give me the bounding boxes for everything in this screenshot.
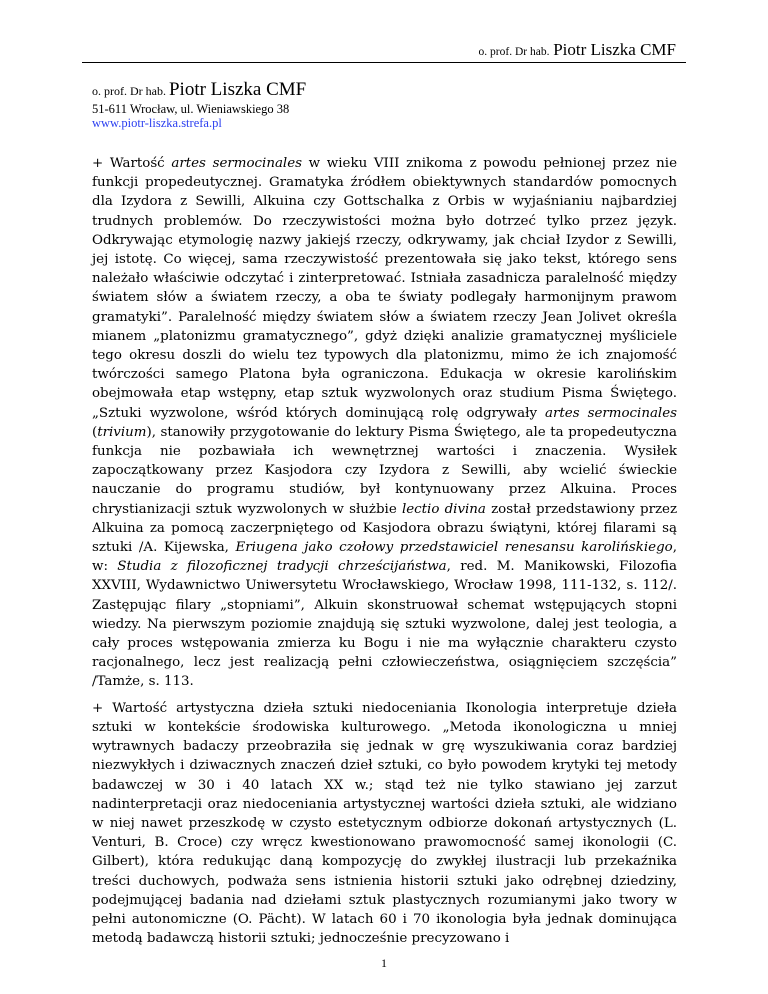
author-name: Piotr Liszka CMF [168, 79, 307, 100]
p1-italic: Studia z filozoficznej tradycji chrześcijaństwa [117, 559, 447, 575]
running-header [479, 40, 676, 60]
page-number: 1 [381, 956, 387, 970]
p1-italic: Eriugena jako czołowy przedstawiciel renesansu karolińskiego [235, 540, 673, 556]
header-rule [82, 62, 686, 63]
author-address: 51-611 Wrocław, ul. Wieniawskiego 38 [92, 102, 290, 116]
author-line [92, 80, 306, 101]
p1-segment: ), stanowiły przygotowanie do lektury Pisma Świętego, ale ta propedeutyczna funkcja nie pozbawiała ich wewnętrznej wartości i znaczenia. Wysiłek zapoczątkowany przez Kasjodora czy Izydora z Sewilli, aby wcielić świeckie nauczanie do programu studiów, był kontynuowany przez Alkuina. Proces chrystianizacji sztuk wyzwolonych w służbie [92, 424, 677, 517]
p1-segment: w wieku VIII znikoma z powodu pełnionej przez nie funkcji propedeutycznej. Gramatyka źródłem obiektywnych standardów pomocnych dla Izydora z Sewilli, Alkuina czy Gottschalka z Orbis w wyjaśnianiu najbardziej trudnych problemów. Do rzeczywistości można było dotrzeć tylko przez język. Odkrywając etymologię nazwy jakiejś rzeczy, odkrywamy, jak chciał Izydor z Sewilli, jej istotę. Co więcej, sama rzeczywistość prezentowała się jako tekst, którego sens należało właściwie odczytać i zinterpretować. Istniała zasadnicza paralelność między światem słów a światem rzeczy, a oba te światy podlegały harmonijnym prawom gramatyki”. Paralelność między światem słów a światem rzeczy Jean Jolivet określa mianem „platonizmu gramatycznego”, gdyż dzięki analizie gramatycznej myśliciele tego okresu doszli do wielu tez typowych dla platonizmu, mimo że ich znajomość twórczości samego Platona była ograniczona. Edukacja w okresie karolińskim obejmowała etap wstępny, etap sztuk wyzwolonych oraz studium Pisma Świętego. „Sztuki wyzwolone, wśród których dominującą rolę odgrywały [92, 156, 677, 421]
running-header-title-prefix: o. prof. Dr hab. [478, 46, 550, 58]
p1-italic: trivium [97, 424, 147, 440]
p1-segment: został przedstawiony przez Alkuina za pomocą zaczerpniętego od Kasjodora obrazu świątyni, której filarami są sztuki /A. Kijewska, [92, 501, 677, 556]
p1-segment: , red. M. Manikowski, Filozofia XXVIII, Wydawnictwo Uniwersytetu Wrocławskiego, Wrocław 1998, 111-132, s. 112/. Zastępując filary „stopniami”, Alkuin skonstruował schemat wstępujących stopni wiedzy. Na pierwszym poziomie znajdują się sztuki wyzwolone, dalej jest teologia, a cały proces wstępowania zmierza ku Bogu i nie ma wyłącznie charakteru czysto racjonalnego, lecz jest realizacją pełni człowieczeństwa, osiągnięciem szczęścia” /Tamże, s. 113. [92, 559, 677, 690]
p1-italic: lectio divina [401, 501, 486, 517]
p1-segment: , w: [92, 540, 677, 575]
paragraph-artes-sermocinales [92, 154, 677, 692]
author-block [92, 80, 306, 131]
p1-segment: ( [92, 424, 98, 440]
p1-segment: + Wartość [92, 156, 172, 171]
p1-italic: artes sermocinales [545, 405, 678, 421]
p1-italic: artes sermocinales [171, 156, 303, 171]
author-title-prefix: o. prof. Dr hab. [92, 84, 166, 98]
body-text [92, 154, 677, 948]
author-website-link[interactable]: www.piotr-liszka.strefa.pl [92, 116, 222, 130]
running-header-author-name: Piotr Liszka CMF [553, 40, 676, 59]
paragraph-ikonologia: + Wartość artystyczna dzieła sztuki niedoceniania Ikonologia interpretuje dzieła sztuki w kontekście środowiska kulturowego. „Metoda ikonologiczna u mniej wytrawnych badaczy przeobraziła się jednak w grę wyszukiwania coraz bardziej niezwykłych i dziwacznych znaczeń dzieł sztuki, co było powodem krytyki tej metody badawczej w 30 i 40 latach XX w.; stąd też nie tylko stawiano jej zarzut nadinterpretacji oraz niedoceniania artystycznej wartości dzieła sztuki, ale widziano w niej nawet przeszkodę w czysto estetycznym odbiorze dokonań artystycznych (L. Venturi, B. Croce) czy wręcz kwestionowano prawomocność samej ikonologii (C. Gilbert), która redukując daną kompozycję do zwykłej ilustracji lub przekaźnika treści duchowych, podważa sens istnienia historii sztuki jako odrębnej dziedziny, podejmującej badania nad dziełami sztuk plastycznych rozumianymi jako twory w pełni autonomiczne (O. Pächt). W latach 60 i 70 ikonologia była jednak dominująca metodą badawczą historii sztuki; jednocześnie precyzowano i [92, 700, 677, 947]
